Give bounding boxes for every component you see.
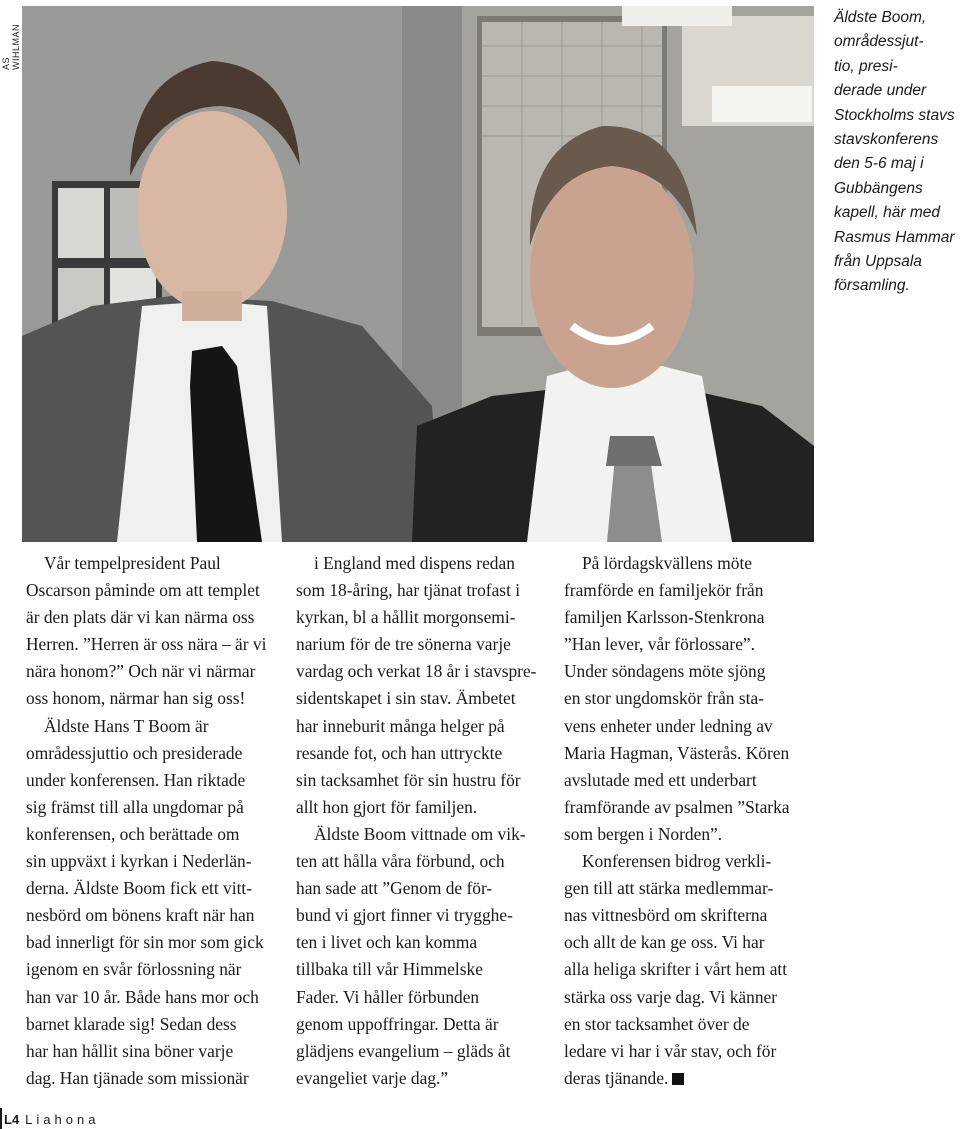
photo-credit: AS WIHLMAN: [1, 24, 21, 70]
photo-caption: Äldste Boom, områdessjut- tio, presi- derade under Stockholms stavs stavskonferens den 5-6 maj i Gubbängens kapell, här med Rasmus Hammar från Uppsala församling.: [834, 9, 955, 295]
paragraph: Vår tempelpresident Paul Oscarson påminde om att templet är den plats där vi kan närma oss Herren. ”Herren är oss nära – är vi nära honom?” Och när vi närmar oss honom, närmar han sig oss!: [26, 553, 267, 709]
last-paragraph-text: Konferensen bidrog verkli- gen till att stärka medlemmar- nas vittnesbörd om skrifterna och allt de kan ge oss. Vi har alla heliga skrifter i vårt hem att stärka oss varje dag. Vi känner en stor tacksamhet över de ledare vi har i vår stav, och för deras tjänande.: [564, 851, 788, 1088]
end-of-article-mark: [672, 1073, 684, 1085]
footer-rule: [0, 1108, 2, 1129]
paragraph: Äldste Boom vittnade om vik- ten att hålla våra förbund, och han sade att ”Genom de för- bund vi gjort finner vi trygghe- ten i livet och kan komma tillbaka till vår Himmelske Fader. Vi håller förbunden genom uppoffringar. Detta är glädjens evangelium – gläds åt evangeliet varje dag.”: [296, 823, 526, 1088]
photo-illustration: [22, 6, 814, 542]
paragraph: [564, 848, 826, 1092]
photo: [22, 6, 814, 542]
article-column-2: [296, 550, 558, 1092]
paragraph: Äldste Hans T Boom är områdessjuttio och presiderade under konferensen. Han riktade sig främst till alla ungdomar på konferensen, och berättade om sin uppväxt i kyrkan i Nederlän- derna. Äldste Boom fick ett vitt- nesbörd om bönens kraft när han bad innerligt för sin mor som gick igenom en svår förlossning när han var 10 år. Både hans mor och barnet klarade sig! Sedan dess har han hållit sina böner varje dag. Han tjänade som missionär: [26, 715, 264, 1088]
paragraph: På lördagskvällens möte framförde en familjekör från familjen Karlsson-Stenkrona ”Han lever, vår förlossare”. Under söndagens möte sjöng en stor ungdomskör från sta- vens enheter under ledning av Maria Hagman, Västerås. Kören avslutade med ett underbart framförande av psalmen ”Starka som bergen i Norden”.: [564, 553, 790, 844]
article-column-3: [564, 550, 826, 1092]
magazine-name: Liahona: [25, 1112, 100, 1127]
article-column-1: [26, 550, 288, 1092]
page-number: L4: [4, 1112, 20, 1127]
page-footer: [4, 1112, 99, 1127]
paragraph: i England med dispens redan som 18-åring, har tjänat trofast i kyrkan, bl a hållit morgonsemi- narium för de tre sönerna varje vardag och verkat 18 år i stavspre- sidentskapet i sin stav. Ämbetet har inneburit många helger på resande fot, och han uttryckte sin tacksamhet för sin hustru för allt hon gjort för familjen.: [296, 553, 537, 817]
